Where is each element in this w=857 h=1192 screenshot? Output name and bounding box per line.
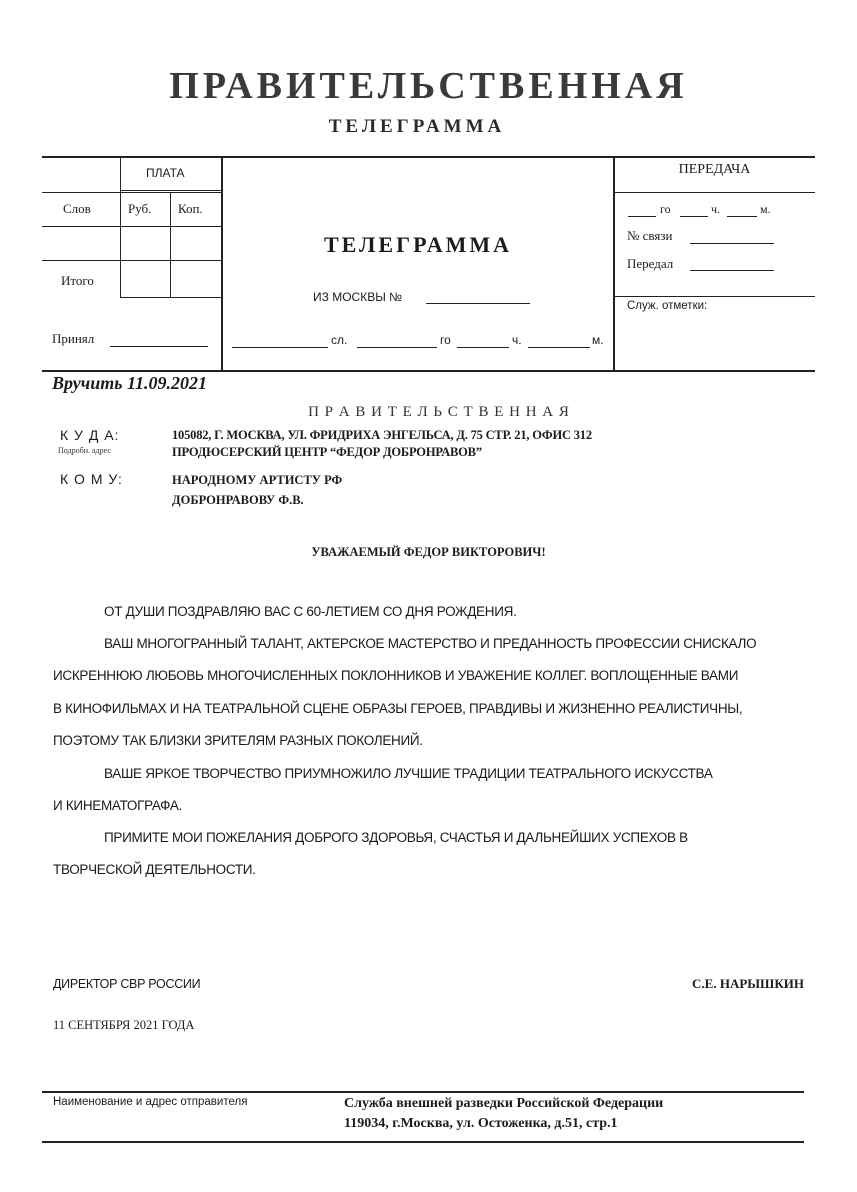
from-moscow-label: ИЗ МОСКВЫ № [313, 290, 403, 304]
kuda-label: К У Д А: [60, 427, 120, 443]
telegram-category: П Р А В И Т Е Л Ь С Т В Е Н Н А Я [308, 404, 570, 420]
peredal-label: Передал [627, 256, 674, 271]
sluzh-label: Служ. отметки: [627, 300, 708, 312]
slov-label: Слов [63, 201, 91, 216]
recipient-line-1: НАРОДНОМУ АРТИСТУ РФ [172, 473, 343, 487]
right-m-label: м. [760, 202, 771, 216]
sender-address: 119034, г.Москва, ул. Остоженка, д.51, стр.1 [344, 1116, 618, 1131]
message-line-7: И КИНЕМАТОГРАФА. [53, 798, 183, 813]
sender-name: Служба внешней разведки Российской Федерации [344, 1096, 664, 1111]
itogo-label: Итого [61, 273, 94, 288]
signature-date: 11 СЕНТЯБРЯ 2021 ГОДА [53, 1018, 195, 1032]
svyazi-label: № связи [627, 228, 673, 243]
message-line-6: ВАШЕ ЯРКОЕ ТВОРЧЕСТВО ПРИУМНОЖИЛО ЛУЧШИЕ ТРАДИЦИИ ТЕАТРАЛЬНОГО ИСКУССТВА [104, 766, 713, 781]
document-subtitle: ТЕЛЕГРАММА [328, 116, 506, 137]
peredacha-label: ПЕРЕДАЧА [678, 162, 751, 177]
message-greeting: УВАЖАЕМЫЙ ФЕДОР ВИКТОРОВИЧ! [311, 545, 546, 559]
message-line-2: ВАШ МНОГОГРАННЫЙ ТАЛАНТ, АКТЕРСКОЕ МАСТЕРСТВО И ПРЕДАННОСТЬ ПРОФЕССИИ СНИСКАЛО [104, 636, 757, 651]
message-line-3: ИСКРЕННЮЮ ЛЮБОВЬ МНОГОЧИСЛЕННЫХ ПОКЛОННИКОВ И УВАЖЕНИЕ КОЛЛЕГ. ВОПЛОЩЕННЫЕ ВАМИ [53, 668, 739, 683]
kuda-sub-label: Подробн. адрес [58, 446, 111, 455]
signer-name: С.Е. НАРЫШКИН [692, 976, 804, 991]
address-line-1: 105082, Г. МОСКВА, УЛ. ФРИДРИХА ЭНГЕЛЬСА, Д. 75 СТР. 21, ОФИС 312 [172, 428, 592, 442]
sl-label: сл. [331, 333, 348, 347]
right-ch-label: ч. [711, 202, 721, 216]
signer-position: ДИРЕКТОР СВР РОССИИ [53, 977, 201, 991]
sender-label: Наименование и адрес отправителя [53, 1096, 248, 1108]
m-label: м. [592, 333, 604, 347]
message-line-4: В КИНОФИЛЬМАХ И НА ТЕАТРАЛЬНОЙ СЦЕНЕ ОБРАЗЫ ГЕРОЕВ, ПРАВДИВЫ И ЖИЗНЕННО РЕАЛИСТИЧНЫ, [53, 701, 743, 716]
address-line-2: ПРОДЮСЕРСКИЙ ЦЕНТР “ФЕДОР ДОБРОНРАВОВ” [172, 445, 482, 459]
recipient-line-2: ДОБРОНРАВОВУ Ф.В. [172, 493, 304, 507]
deliver-on: Вручить 11.09.2021 [52, 373, 207, 393]
message-line-1: ОТ ДУШИ ПОЗДРАВЛЯЮ ВАС С 60-ЛЕТИЕМ СО ДНЯ РОЖДЕНИЯ. [104, 604, 517, 619]
komu-label: К О М У: [60, 471, 123, 487]
prinyal-label: Принял [52, 331, 95, 346]
kop-label: Коп. [178, 201, 203, 216]
plata-label: ПЛАТА [146, 166, 185, 180]
rub-label: Руб. [128, 201, 152, 216]
right-go-label: го [660, 202, 671, 216]
message-line-9: ТВОРЧЕСКОЙ ДЕЯТЕЛЬНОСТИ. [53, 862, 256, 877]
document-title: ПРАВИТЕЛЬСТВЕННАЯ [169, 65, 688, 107]
center-telegram-title: ТЕЛЕГРАММА [323, 232, 513, 257]
message-line-8: ПРИМИТЕ МОИ ПОЖЕЛАНИЯ ДОБРОГО ЗДОРОВЬЯ, СЧАСТЬЯ И ДАЛЬНЕЙШИХ УСПЕХОВ В [104, 830, 688, 845]
message-line-5: ПОЭТОМУ ТАК БЛИЗКИ ЗРИТЕЛЯМ РАЗНЫХ ПОКОЛЕНИЙ. [53, 733, 423, 748]
ch-label: ч. [512, 333, 522, 347]
go-label: го [440, 333, 451, 347]
